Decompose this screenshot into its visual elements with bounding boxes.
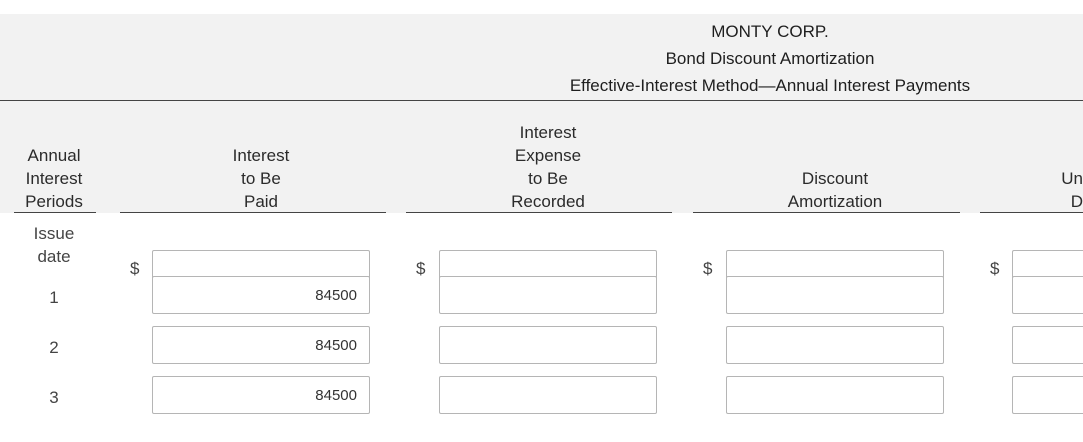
column-divider-discount-amortization: [693, 212, 960, 213]
unamortized-discount-input[interactable]: [1012, 326, 1083, 364]
period-label: 1: [49, 288, 59, 307]
schedule-header: [0, 14, 1083, 101]
period-label: 3: [49, 388, 59, 407]
currency-symbol: $: [130, 259, 140, 278]
unamortized-discount-input[interactable]: [1012, 376, 1083, 414]
column-headers: [0, 101, 1083, 213]
unamortized-discount-input[interactable]: [1012, 276, 1083, 314]
column-divider-interest-expense: [406, 212, 672, 213]
discount-amortization-input[interactable]: [726, 276, 944, 314]
currency-symbol: $: [990, 259, 1000, 278]
interest-expense-input[interactable]: [439, 276, 657, 314]
period-label: 2: [49, 338, 59, 357]
column-header-unamortized-discount: Un D: [1061, 169, 1083, 211]
column-header-interest-expense: Interest Expense to Be Recorded: [511, 123, 585, 211]
method-title: Effective-Interest Method—Annual Interest Payments: [569, 76, 971, 95]
company-name: MONTY CORP.: [711, 22, 829, 41]
column-header-periods: Annual Interest Periods: [25, 146, 83, 211]
interest-paid-input[interactable]: [152, 376, 370, 414]
discount-amortization-input[interactable]: [726, 326, 944, 364]
column-header-interest-paid: Interest to Be Paid: [232, 146, 290, 211]
currency-symbol: $: [703, 259, 713, 278]
column-divider-interest-paid: [120, 212, 386, 213]
column-divider-periods: [14, 212, 96, 213]
discount-amortization-input[interactable]: [726, 376, 944, 414]
column-header-discount-amortization: Discount Amortization: [787, 169, 883, 211]
interest-paid-input[interactable]: [152, 326, 370, 364]
schedule-title: Bond Discount Amortization: [665, 49, 875, 68]
interest-paid-input[interactable]: [152, 276, 370, 314]
interest-expense-input[interactable]: [439, 376, 657, 414]
interest-expense-input[interactable]: [439, 326, 657, 364]
column-divider-unamortized-discount: [980, 212, 1083, 213]
period-label: Issue date: [33, 224, 75, 266]
currency-symbol: $: [416, 259, 426, 278]
